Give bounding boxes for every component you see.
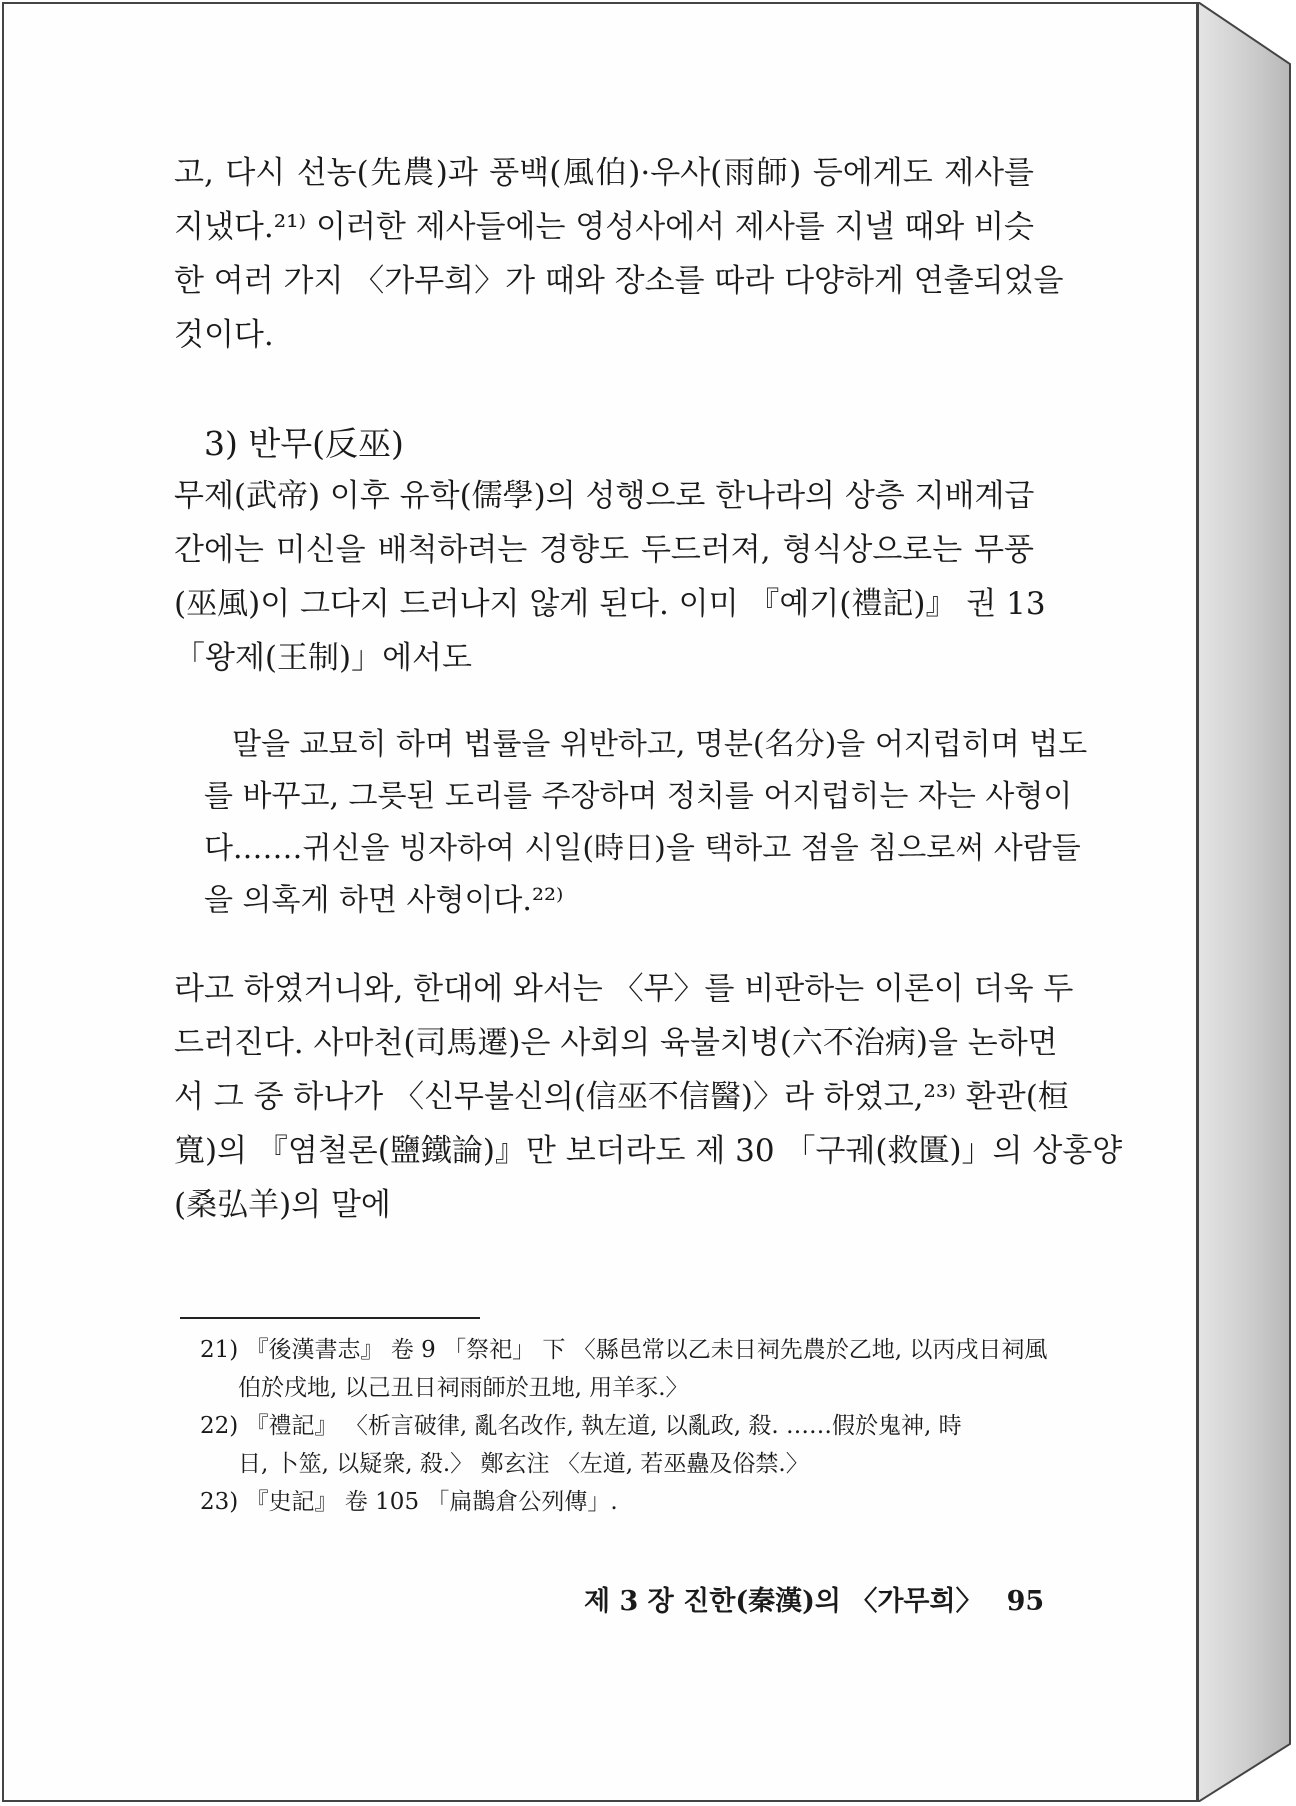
footnote-22: 22) 『禮記』 〈析言破律, 亂名改作, 執左道, 以亂政, 殺. ……假於鬼神, 時 — [200, 1413, 962, 1439]
text-line: (巫風)이 그다지 드러나지 않게 된다. 이미 『예기(禮記)』 권 13 — [174, 586, 1046, 622]
section-heading: 3) 반무(反巫) — [204, 424, 404, 463]
text-line: 고, 다시 선농(先農)과 풍백(風伯)·우사(雨師) 등에게도 제사를 — [174, 155, 1034, 191]
footnotes — [200, 1331, 1048, 1521]
paragraph-3 — [174, 962, 1123, 1232]
quote-line: 말을 교묘히 하며 법률을 위반하고, 명분(名分)을 어지럽히며 법도 — [232, 727, 1088, 762]
text-line: 간에는 미신을 배척하려는 경향도 두드러져, 형식상으로는 무풍 — [174, 532, 1034, 568]
book-spine-edge — [1198, 2, 1294, 1802]
block-quote — [204, 719, 1088, 927]
text-line: 라고 하였거니와, 한대에 와서는 〈무〉를 비판하는 이론이 더욱 두 — [174, 971, 1074, 1007]
paragraph-2 — [174, 469, 1046, 685]
footnote-divider — [180, 1317, 480, 1319]
text-line: 무제(武帝) 이후 유학(儒學)의 성행으로 한나라의 상층 지배계급 — [174, 478, 1035, 514]
text-line: 드러진다. 사마천(司馬遷)은 사회의 육불치병(六不治病)을 논하면 — [174, 1025, 1058, 1061]
text-line: 서 그 중 하나가 〈신무불신의(信巫不信醫)〉라 하였고,²³⁾ 환관(桓 — [174, 1079, 1069, 1115]
paragraph-1 — [174, 146, 1064, 362]
quote-line: 다.……귀신을 빙자하여 시일(時日)을 택하고 점을 침으로써 사람들 — [204, 831, 1081, 866]
text-line: 寬)의 『염철론(鹽鐵論)』만 보더라도 제 30 「구궤(救匱)」의 상홍양 — [174, 1133, 1123, 1169]
footnote-23: 23) 『史記』 卷 105 「扁鵲倉公列傳」. — [200, 1489, 618, 1515]
footnote-21-cont: 伯於戌地, 以己丑日祠雨師於丑地, 用羊豕.〉 — [238, 1375, 689, 1401]
page-number: 95 — [1006, 1586, 1045, 1617]
footnote-21: 21) 『後漢書志』 卷 9 「祭祀」 下 〈縣邑常以乙未日祠先農於乙地, 以丙戌日祠風 — [200, 1337, 1048, 1363]
quote-line: 를 바꾸고, 그릇된 도리를 주장하며 정치를 어지럽히는 자는 사형이 — [204, 779, 1073, 814]
chapter-title: 제 3 장 진한(秦漢)의 〈가무희〉 — [584, 1586, 983, 1617]
text-line: 것이다. — [174, 317, 274, 353]
text-line: 한 여러 가지 〈가무희〉가 때와 장소를 따라 다양하게 연출되었을 — [174, 263, 1064, 299]
footnote-22-cont: 日, 卜筮, 以疑衆, 殺.〉 鄭玄注 〈左道, 若巫蠱及俗禁.〉 — [238, 1451, 809, 1477]
text-line: 「왕제(王制)」에서도 — [174, 640, 472, 676]
text-line: (桑弘羊)의 말에 — [174, 1187, 391, 1223]
text-line: 지냈다.²¹⁾ 이러한 제사들에는 영성사에서 제사를 지낼 때와 비슷 — [174, 209, 1034, 245]
running-footer — [584, 1579, 1045, 1618]
quote-line: 을 의혹게 하면 사형이다.²²⁾ — [204, 883, 564, 918]
book-page — [2, 2, 1198, 1802]
